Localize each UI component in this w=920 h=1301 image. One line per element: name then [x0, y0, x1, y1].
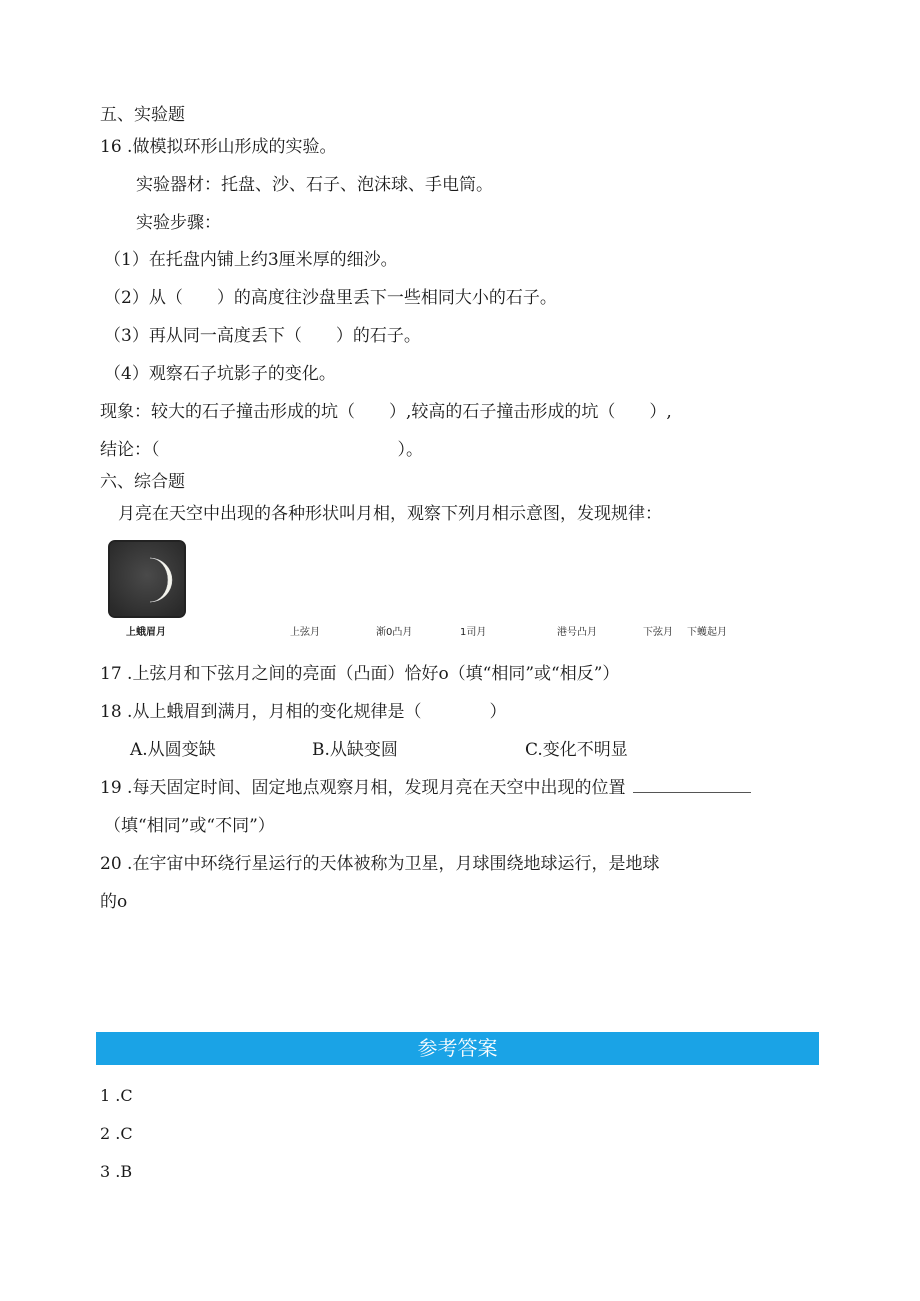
moon-phase-image: [108, 540, 186, 618]
q17: 17 .上弦月和下弦月之间的亮面（凸面）恰好o（填“相同”或“相反”）: [100, 664, 620, 684]
q16-stem: 16 .做模拟环形山形成的实验。: [100, 137, 337, 157]
q19-hint: （填“相同”或“不同”）: [104, 816, 275, 836]
q16-step4: （4）观察石子坑影子的变化。: [104, 364, 336, 384]
answer-item: 2 .C: [100, 1124, 133, 1143]
moon-phase-label: 下弦月: [643, 627, 673, 638]
q16-step1: （1）在托盘内铺上约3厘米厚的细沙。: [104, 250, 398, 270]
moon-phase-label: 1司月: [460, 627, 487, 638]
answer-item: 1 .C: [100, 1086, 133, 1105]
moon-phase-label: 渐0凸月: [376, 627, 413, 638]
moon-phase-label: 上弦月: [290, 627, 320, 638]
q16-step3: （3）再从同一高度丢下（ ）的石子。: [104, 326, 421, 346]
q16-phenomenon: 现象：较大的石子撞击形成的坑（ ）,较高的石子撞击形成的坑（ ）,: [100, 402, 672, 422]
q19-answer-blank[interactable]: [633, 778, 751, 793]
q18-stem: 18 .从上蛾眉到满月，月相的变化规律是（ ）: [100, 702, 507, 722]
q16-conclusion: 结论：（ ）。: [100, 440, 423, 460]
answer-item: 3 .B: [100, 1162, 133, 1181]
answer-section-header: 参考答案: [96, 1032, 819, 1065]
crescent-moon-icon: [110, 542, 184, 616]
section5-title: 五、实验题: [100, 105, 185, 125]
q16-steps-title: 实验步骤：: [136, 213, 221, 233]
q18-option-a: A.从圆变缺: [130, 740, 216, 760]
moon-phase-label: 下蠖起月: [687, 627, 727, 638]
q20-line2: 的o: [100, 892, 128, 912]
section6-title: 六、综合题: [100, 472, 185, 492]
q16-step2: （2）从（ ）的高度往沙盘里丢下一些相同大小的石子。: [104, 288, 557, 308]
q18-option-c: C.变化不明显: [525, 740, 628, 760]
q16-materials: 实验器材：托盘、沙、石子、泡沫球、手电筒。: [136, 175, 493, 195]
q20-line1: 20 .在宇宙中环绕行星运行的天体被称为卫星，月球围绕地球运行，是地球: [100, 854, 660, 874]
q18-option-b: B.从缺变圆: [312, 740, 398, 760]
section6-intro: 月亮在天空中出现的各种形状叫月相，观察下列月相示意图，发现规律：: [118, 504, 662, 524]
moon-phase-label: 港号凸月: [557, 627, 597, 638]
q19-stem-text: 19 .每天固定时间、固定地点观察月相，发现月亮在天空中出现的位置: [100, 778, 626, 798]
q19-stem: [100, 777, 751, 799]
moon-phase-label: 上蛾眉月: [126, 627, 166, 638]
